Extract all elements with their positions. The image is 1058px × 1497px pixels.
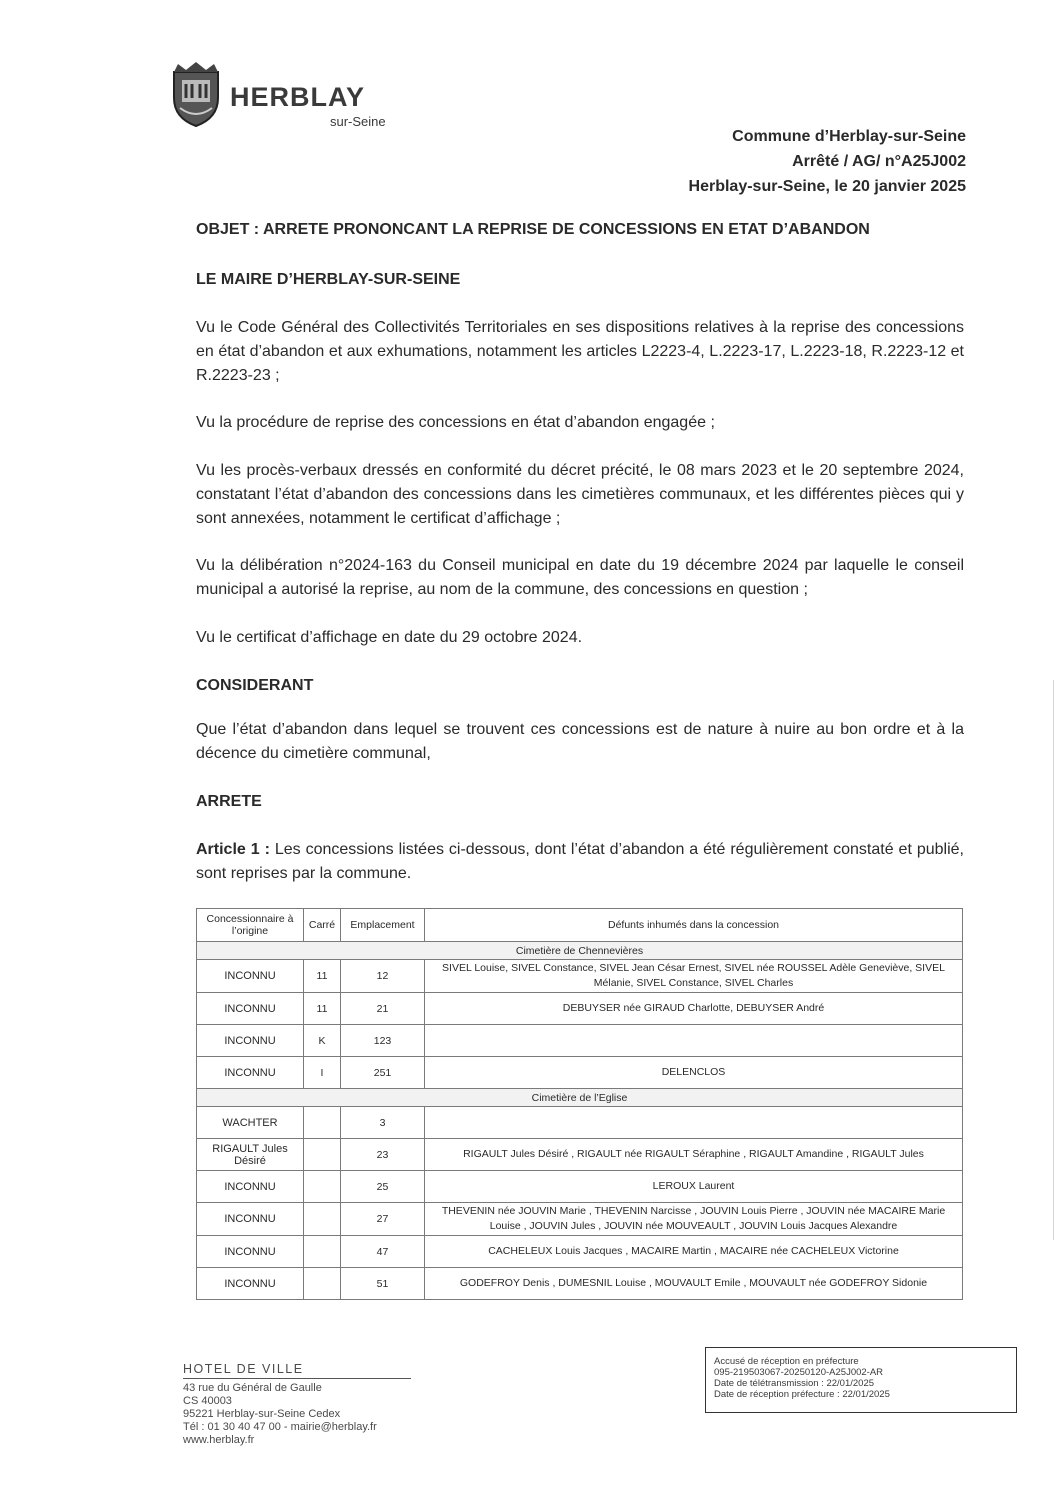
table-row <box>197 1203 963 1236</box>
header-defunts: Défunts inhumés dans la concession <box>425 909 963 942</box>
table-row <box>197 1025 963 1057</box>
cell-concessionnaire: INCONNU <box>197 1203 304 1236</box>
table-row <box>197 960 963 993</box>
prefecture-receipt-stamp <box>705 1347 1017 1413</box>
vu-paragraph-3: Vu les procès-verbaux dressés en conformité du décret précité, le 08 mars 2023 et le 20 septembre 2024, constatant l’état d’abandon des concessions dans les cimetières communaux, et les différentes pièces qui y sont annexées, notamment le certificat d’affichage ; <box>196 462 964 527</box>
vu-paragraph-2: Vu la procédure de reprise des concessions en état d’abandon engagée ; <box>196 414 715 431</box>
maire-heading: LE MAIRE D’HERBLAY-SUR-SEINE <box>196 271 461 288</box>
document-header <box>689 124 966 199</box>
cell-carre <box>304 1268 341 1300</box>
cell-emplacement: 21 <box>341 993 425 1025</box>
city-hall-footer <box>183 1363 411 1447</box>
cell-concessionnaire: INCONNU <box>197 1236 304 1268</box>
cell-carre <box>304 1139 341 1171</box>
cell-emplacement: 251 <box>341 1057 425 1089</box>
considerant-paragraph: Que l’état d’abandon dans lequel se trouvent ces concessions est de nature à nuire au bon ordre et à la décence du cimetière communal, <box>196 721 964 762</box>
cell-concessionnaire: INCONNU <box>197 993 304 1025</box>
cell-concessionnaire: INCONNU <box>197 1057 304 1089</box>
stamp-line-3: Date de télétransmission : 22/01/2025 <box>714 1378 875 1389</box>
cell-carre: 11 <box>304 960 341 993</box>
arrete-number: Arrêté / AG/ n°A25J002 <box>792 153 966 170</box>
cell-emplacement: 23 <box>341 1139 425 1171</box>
cell-emplacement: 27 <box>341 1203 425 1236</box>
stamp-line-4: Date de réception préfecture : 22/01/2025 <box>714 1389 890 1400</box>
cell-emplacement: 47 <box>341 1236 425 1268</box>
cell-concessionnaire: INCONNU <box>197 1171 304 1203</box>
cell-carre <box>304 1203 341 1236</box>
cell-defunts <box>425 1025 963 1057</box>
header-concessionnaire: Concessionnaire à l’origine <box>197 909 304 942</box>
scan-margin-line <box>1053 680 1054 1240</box>
logo-subtitle: sur-Seine <box>330 114 386 129</box>
vu-paragraph-4: Vu la délibération n°2024-163 du Conseil municipal en date du 19 décembre 2024 par laquelle le conseil municipal a autorisé la reprise, au nom de la commune, des concessions en question ; <box>196 557 964 598</box>
cell-emplacement: 123 <box>341 1025 425 1057</box>
section-row-eglise <box>197 1089 963 1107</box>
cell-defunts <box>425 1107 963 1139</box>
header-carre: Carré <box>304 909 341 942</box>
cell-carre: 11 <box>304 993 341 1025</box>
herblay-logo <box>168 60 408 132</box>
cell-concessionnaire: INCONNU <box>197 1268 304 1300</box>
cell-carre: K <box>304 1025 341 1057</box>
cell-emplacement: 25 <box>341 1171 425 1203</box>
city-crest-icon <box>168 62 224 128</box>
cell-concessionnaire: INCONNU <box>197 1025 304 1057</box>
table-row <box>197 1057 963 1089</box>
article-1-text: Les concessions listées ci-dessous, dont l’état d’abandon a été régulièrement constaté et publié, sont reprises par la commune. <box>196 841 964 882</box>
cell-concessionnaire: RIGAULT Jules Désiré <box>197 1139 304 1171</box>
cell-carre <box>304 1171 341 1203</box>
stamp-line-1: Accusé de réception en préfecture <box>714 1356 859 1367</box>
table-row <box>197 1236 963 1268</box>
cell-emplacement: 3 <box>341 1107 425 1139</box>
footer-address-3: 95221 Herblay-sur-Seine Cedex <box>183 1408 341 1420</box>
vu-paragraph-1: Vu le Code Général des Collectivités Territoriales en ses dispositions relatives à la reprise des concessions en état d’abandon et aux exhumations, notamment les articles L2223-4, L.2223-17, L.2223-18, R.2223-12 et R.2223-23 ; <box>196 319 964 384</box>
arrete-heading: ARRETE <box>196 793 262 810</box>
cell-defunts: CACHELEUX Louis Jacques , MACAIRE Martin , MACAIRE née CACHELEUX Victorine <box>425 1236 963 1268</box>
table-header-row <box>197 909 963 942</box>
concessions-table <box>196 908 963 1300</box>
cell-defunts: DELENCLOS <box>425 1057 963 1089</box>
objet-heading: OBJET : ARRETE PRONONCANT LA REPRISE DE CONCESSIONS EN ETAT D’ABANDON <box>196 221 870 238</box>
footer-title: HOTEL DE VILLE <box>183 1363 411 1379</box>
cell-defunts: LEROUX Laurent <box>425 1171 963 1203</box>
table-row <box>197 1268 963 1300</box>
cell-concessionnaire: INCONNU <box>197 960 304 993</box>
cell-carre <box>304 1107 341 1139</box>
cell-defunts: GODEFROY Denis , DUMESNIL Louise , MOUVAULT Emile , MOUVAULT née GODEFROY Sidonie <box>425 1268 963 1300</box>
cell-defunts: SIVEL Louise, SIVEL Constance, SIVEL Jean César Ernest, SIVEL née ROUSSEL Adèle Geneviève, SIVEL Mélanie, SIVEL Constance, SIVEL Charles <box>425 960 963 993</box>
vu-paragraph-5: Vu le certificat d’affichage en date du 29 octobre 2024. <box>196 629 583 646</box>
cell-carre: I <box>304 1057 341 1089</box>
section-title: Cimetière de Chennevières <box>197 942 963 960</box>
document-date: Herblay-sur-Seine, le 20 janvier 2025 <box>688 178 966 195</box>
table-row <box>197 1139 963 1171</box>
stamp-line-2: 095-219503067-20250120-A25J002-AR <box>714 1367 884 1378</box>
table-row <box>197 1107 963 1139</box>
article-1 <box>196 838 964 886</box>
cell-defunts: THEVENIN née JOUVIN Marie , THEVENIN Narcisse , JOUVIN Louis Pierre , JOUVIN née MACAIRE Marie Louise , JOUVIN Jules , JOUVIN née MOUVEAULT , JOUVIN Louis Jacques Alexandre <box>425 1203 963 1236</box>
considerant-heading: CONSIDERANT <box>196 677 314 694</box>
footer-contact: Tél : 01 30 40 47 00 - mairie@herblay.fr <box>183 1421 377 1433</box>
footer-address-2: CS 40003 <box>183 1395 232 1407</box>
cell-defunts: RIGAULT Jules Désiré , RIGAULT née RIGAULT Séraphine , RIGAULT Amandine , RIGAULT Jules <box>425 1139 963 1171</box>
cell-emplacement: 51 <box>341 1268 425 1300</box>
article-1-label: Article 1 : <box>196 841 270 858</box>
cell-concessionnaire: WACHTER <box>197 1107 304 1139</box>
cell-carre <box>304 1236 341 1268</box>
concessions-table-wrapper <box>196 908 962 1300</box>
cell-defunts: DEBUYSER née GIRAUD Charlotte, DEBUYSER André <box>425 993 963 1025</box>
header-emplacement: Emplacement <box>341 909 425 942</box>
cell-emplacement: 12 <box>341 960 425 993</box>
section-row-chennevieres <box>197 942 963 960</box>
table-row <box>197 993 963 1025</box>
logo-name: HERBLAY <box>230 82 366 112</box>
footer-website: www.herblay.fr <box>183 1434 255 1446</box>
table-row <box>197 1171 963 1203</box>
footer-address-1: 43 rue du Général de Gaulle <box>183 1382 322 1394</box>
section-title: Cimetière de l’Eglise <box>197 1089 963 1107</box>
commune-name: Commune d’Herblay-sur-Seine <box>732 128 966 145</box>
